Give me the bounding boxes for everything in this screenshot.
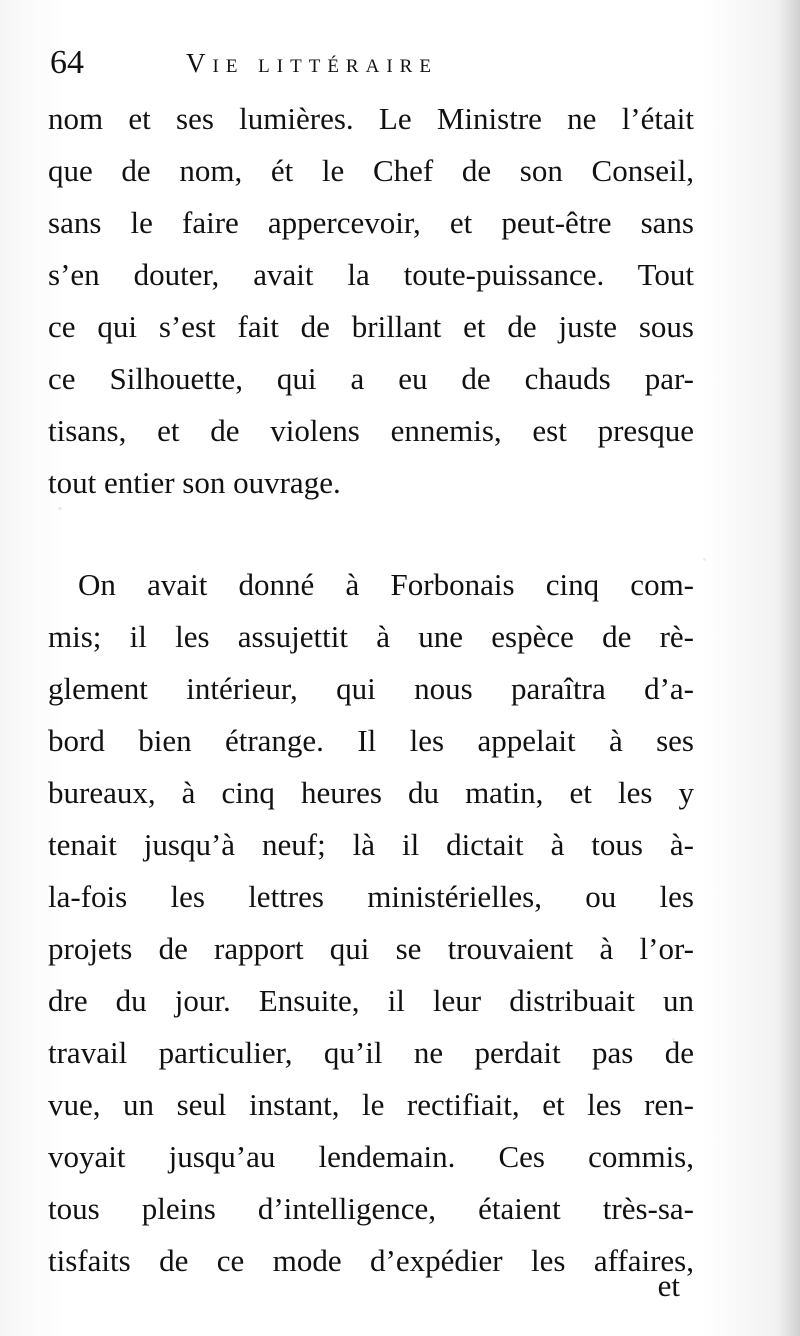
text-line: On avait donné à Forbonais cinq com- [78, 567, 694, 602]
text-line: travail particulier, qu’il ne perdait pas de [48, 1035, 694, 1070]
text-line: ce Silhouette, qui a eu de chauds par- [48, 361, 694, 396]
page-number: 64 [50, 44, 84, 81]
catchword: et [657, 1268, 680, 1303]
text-line: nom et ses lumières. Le Ministre ne l’était [48, 101, 694, 136]
text-line: la-fois les lettres ministérielles, ou les [48, 879, 694, 914]
text-line: voyait jusqu’au lendemain. Ces commis, [48, 1139, 694, 1174]
text-line: sans le faire appercevoir, et peut-être sans [48, 205, 694, 240]
running-title: Vie littéraire [186, 48, 438, 78]
paragraph-gap [48, 509, 694, 559]
text-line: projets de rapport qui se trouvaient à l’or- [48, 931, 694, 966]
text-line: tout entier son ouvrage. [48, 465, 341, 500]
page-header [50, 38, 570, 88]
page-edge-shadow [778, 0, 800, 1336]
text-line: que de nom, ét le Chef de son Conseil, [48, 153, 694, 188]
body-text [48, 93, 694, 1287]
paragraph [48, 559, 694, 1287]
paragraph [48, 93, 694, 509]
text-line: s’en douter, avait la toute-puissance. Tout [48, 257, 694, 292]
text-line: tenait jusqu’à neuf; là il dictait à tous à- [48, 827, 694, 862]
text-line: tous pleins d’intelligence, étaient très-sa- [48, 1191, 694, 1226]
text-line: tisfaits de ce mode d’expédier les affaires, [48, 1243, 694, 1278]
text-line: vue, un seul instant, le rectifiait, et les ren- [48, 1087, 694, 1122]
text-line: tisans, et de violens ennemis, est presque [48, 413, 694, 448]
text-line: dre du jour. Ensuite, il leur distribuait un [48, 983, 694, 1018]
text-line: bord bien étrange. Il les appelait à ses [48, 723, 694, 758]
text-line: ce qui s’est fait de brillant et de juste sous [48, 309, 694, 344]
text-line: bureaux, à cinq heures du matin, et les y [48, 775, 694, 810]
text-line: glement intérieur, qui nous paraîtra d’a- [48, 671, 694, 706]
paper-speckle [703, 558, 706, 561]
text-line: mis; il les assujettit à une espèce de rè- [48, 619, 694, 654]
